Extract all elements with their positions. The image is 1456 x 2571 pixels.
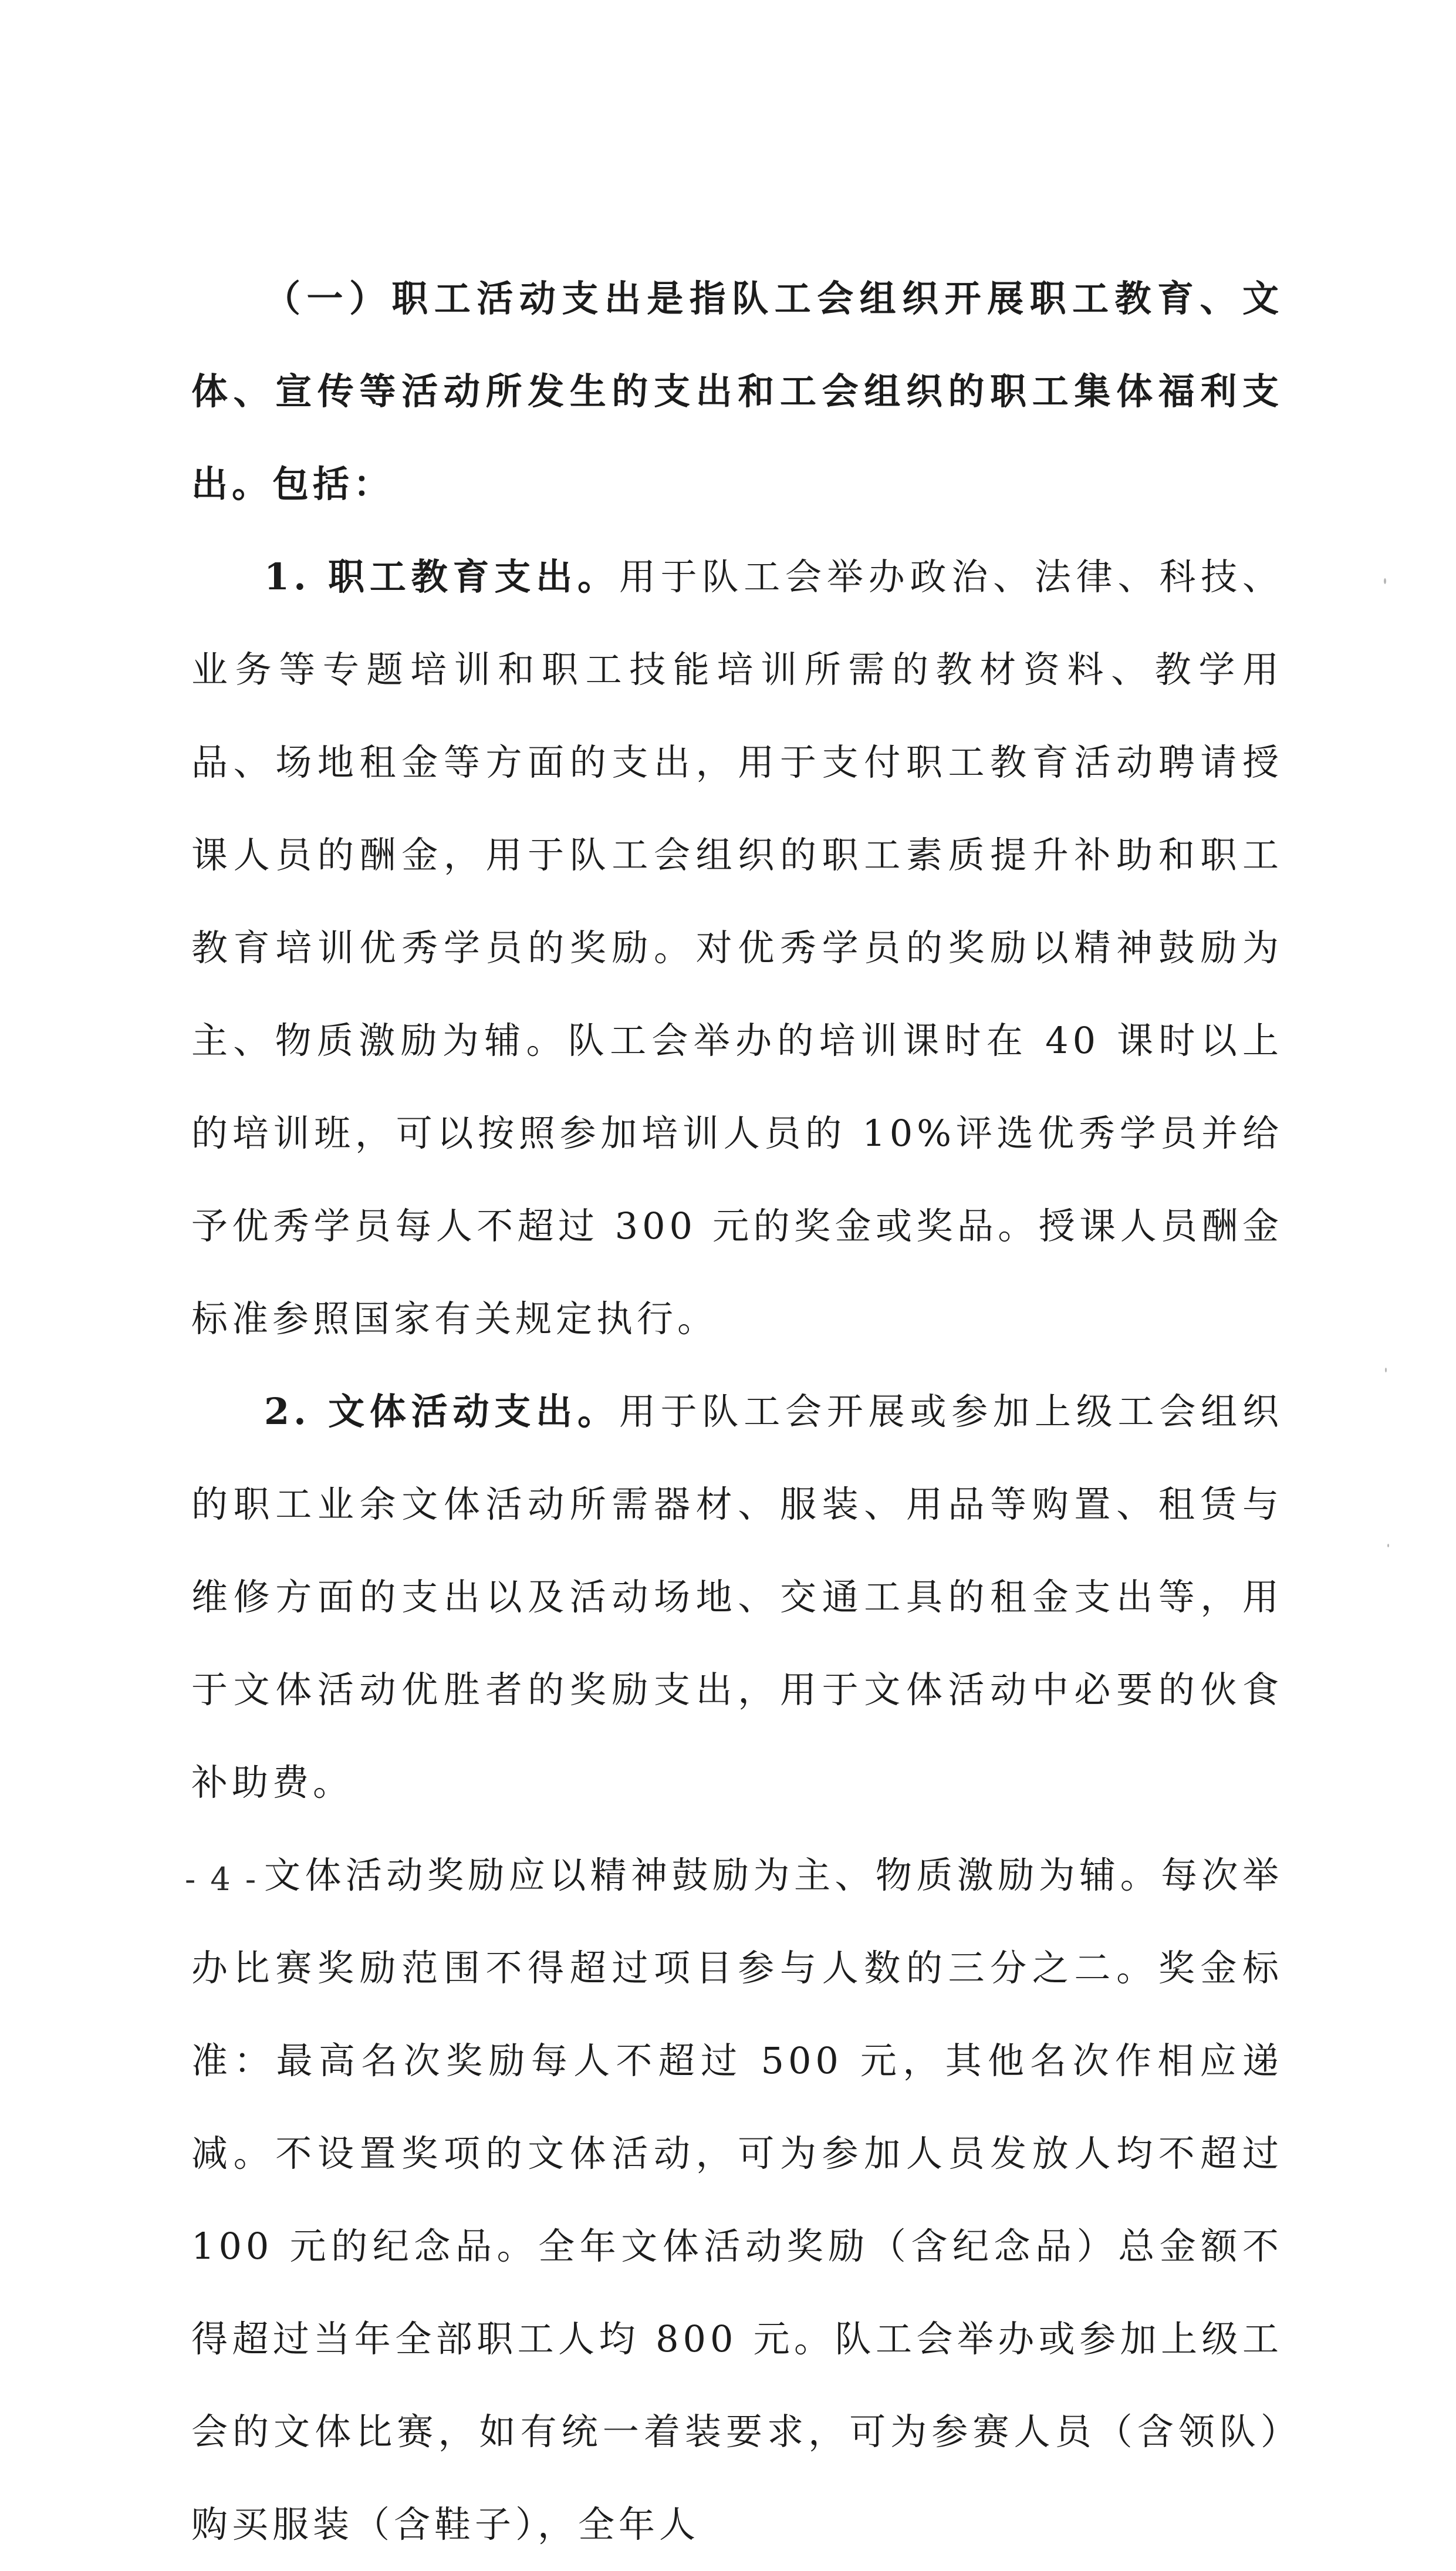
scan-speck bbox=[1385, 1368, 1387, 1372]
paragraph-text: 用于队工会举办政治、法律、科技、业务等专题培训和职工技能培训所需的教材资料、教学用品、场地租金等方面的支出，用于支付职工教育活动聘请授课人员的酬金，用于队工会组织的职工素质提升补助和职工教育培训优秀学员的奖励。对优秀学员的奖励以精神鼓励为主、物质激励为辅。队工会举办的培训课时在 40 课时以上的培训班，可以按照参加培训人员的 10%评选优秀学员并给予优秀学员每人不超过 300 元的奖金或奖品。授课人员酬金标准参照国家有关规定执行。 bbox=[191, 555, 1283, 1340]
paragraph-text: 文体活动奖励应以精神鼓励为主、物质激励为辅。每次举办比赛奖励范围不得超过项目参与人数的三分之二。奖金标准：最高名次奖励每人不超过 500 元，其他名次作相应递减。不设置奖项的文体活动，可为参加人员发放人均不超过 100 元的纪念品。全年文体活动奖励（含纪念品）总金额不得超过当年全部职工人均 800 元。队工会举办或参加上级工会的文体比赛，如有统一着装要求，可为参赛人员（含领队）购买服装（含鞋子），全年人 bbox=[191, 1854, 1283, 2546]
paragraph-lead: 2. 文体活动支出。 bbox=[264, 1390, 619, 1433]
scan-speck bbox=[1384, 578, 1386, 584]
scan-speck bbox=[1387, 1544, 1389, 1547]
paragraph-section-heading bbox=[191, 252, 1283, 531]
paragraph-text: （一）职工活动支出是指队工会组织开展职工教育、文体、宣传等活动所发生的支出和工会组织的职工集体福利支出。包括： bbox=[191, 277, 1283, 505]
paragraph-cultural-sports bbox=[191, 1365, 1283, 1829]
document-body bbox=[191, 252, 1283, 2571]
paragraph-lead: 1. 职工教育支出。 bbox=[264, 555, 619, 598]
paragraph-text: 用于队工会开展或参加上级工会组织的职工业余文体活动所需器材、服装、用品等购置、租赁与维修方面的支出以及活动场地、交通工具的租金支出等，用于文体活动优胜者的奖励支出，用于文体活动中必要的伙食补助费。 bbox=[191, 1390, 1283, 1804]
paragraph-staff-education bbox=[191, 531, 1283, 1365]
page-number: - 4 - bbox=[185, 1861, 259, 1898]
paragraph-cultural-sports-awards bbox=[191, 1829, 1283, 2571]
